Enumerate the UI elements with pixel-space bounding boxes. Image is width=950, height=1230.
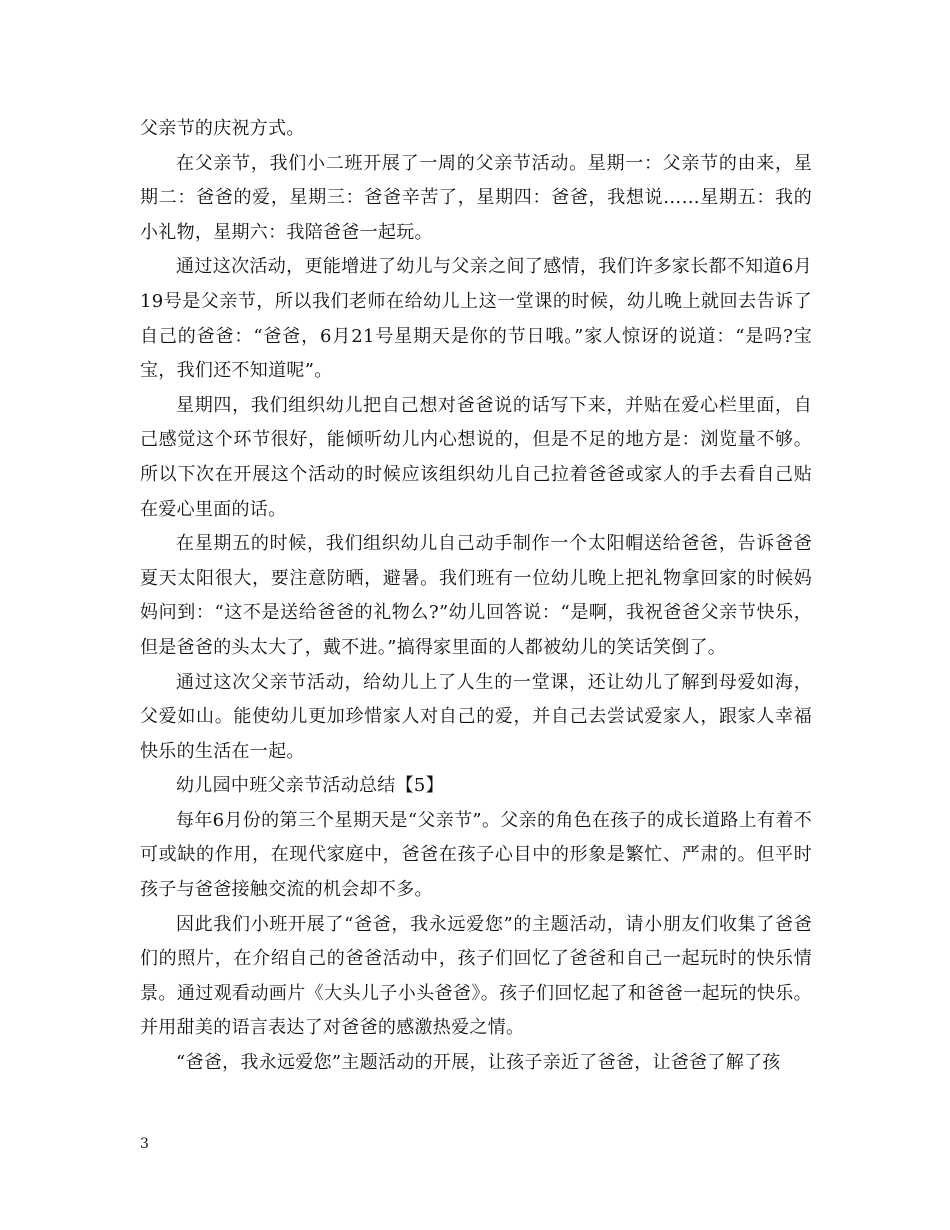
paragraph-9: “爸爸，我永远爱您”主题活动的开展，让孩子亲近了爸爸，让爸爸了解了孩 (176, 1052, 781, 1074)
paragraph-8: 因此我们小班开展了“爸爸，我永远爱您”的主题活动，请小朋友们收集了爸爸们的照片，在介绍自己的爸爸活动中，孩子们回忆了爸爸和自己一起玩时的快乐情景。通过观看动画片《大头儿子小头爸爸》。孩子们回忆起了和爸爸一起玩的快乐。并用甜美的语言表达了对爸爸的感激热爱之情。 (140, 913, 812, 1039)
section-heading: 幼儿园中班父亲节活动总结【5】 (176, 775, 444, 797)
paragraph-1: 父亲节的庆祝方式。 (140, 118, 305, 139)
paragraph-4: 星期四，我们组织幼儿把自己想对爸爸说的话写下来，并贴在爱心栏里面，自己感觉这个环节很好，能倾听幼儿内心想说的，但是不足的地方是：浏览量不够。所以下次在开展这个活动的时候应该组织幼儿自己拉着爸爸或家人的手去看自己贴在爱心里面的话。 (140, 394, 812, 520)
page-number: 3 (140, 1136, 149, 1152)
paragraph-2: 在父亲节，我们小二班开展了一周的父亲节活动。星期一：父亲节的由来，星期二：爸爸的爱，星期三：爸爸辛苦了，星期四：爸爸，我想说……星期五：我的小礼物，星期六：我陪爸爸一起玩。 (140, 152, 812, 243)
paragraph-5: 在星期五的时候，我们组织幼儿自己动手制作一个太阳帽送给爸爸，告诉爸爸夏天太阳很大，要注意防晒，避暑。我们班有一位幼儿晚上把礼物拿回家的时候妈妈问到：“这不是送给爸爸的礼物么?”幼儿回答说：“是啊，我祝爸爸父亲节快乐，但是爸爸的头太大了，戴不进。”搞得家里面的人都被幼儿的笑话笑倒了。 (140, 533, 812, 658)
paragraph-3: 通过这次活动，更能增进了幼儿与父亲之间了感情，我们许多家长都不知道6月19号是父亲节，所以我们老师在给幼儿上这一堂课的时候，幼儿晚上就回去告诉了自己的爸爸：“爸爸，6月21号星期天是你的节日哦。”家人惊讶的说道：“是吗?宝宝，我们还不知道呢”。 (140, 256, 812, 382)
paragraph-7: 每年6月份的第三个星期天是“父亲节”。父亲的角色在孩子的成长道路上有着不可或缺的作用，在现代家庭中，爸爸在孩子心目中的形象是繁忙、严肃的。但平时孩子与爸爸接触交流的机会却不多。 (140, 809, 812, 901)
document-body (140, 112, 812, 1081)
paragraph-6: 通过这次父亲节活动，给幼儿上了人生的一堂课，还让幼儿了解到母爱如海，父爱如山。能使幼儿更加珍惜家人对自己的爱，并自己去尝试爱家人，跟家人幸福快乐的生活在一起。 (140, 671, 812, 762)
